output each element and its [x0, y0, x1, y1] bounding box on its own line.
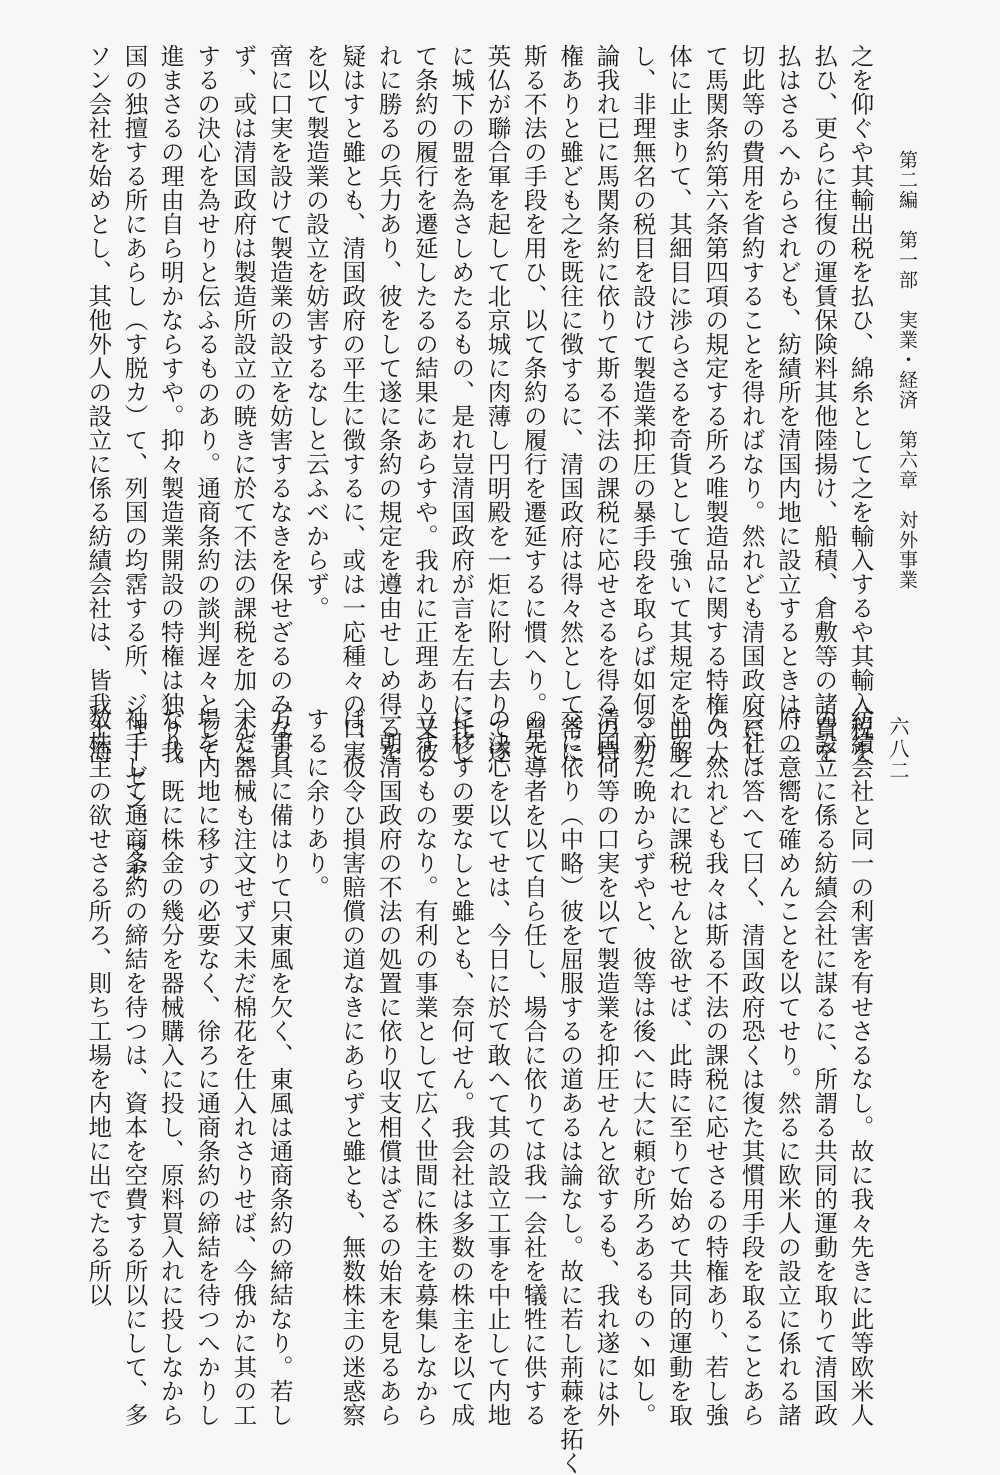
text-column: て条約の履行を遷延したるの結果にあらすや。我れに正理あり又彼 — [410, 44, 439, 764]
text-column: ん、然れども我々は斯る不法の課税に応せさるの特権あり、若し強 — [701, 707, 730, 1427]
text-column: 数株主の欲せさる所ろ、則ち工場を内地に出でたる所以 — [84, 707, 113, 1307]
text-column: 之を仰ぐや其輸出税を払ひ、綿糸として之を輸入するや其輸入税を — [846, 44, 875, 764]
text-column: 交に依り（中略）彼を屈服するの道あるは論なし。故に若し荊蕀を拓く — [556, 707, 585, 1475]
text-column: 府の意嚮を確めんことを以てせり。然るに欧米人の設立に係れる諸 — [773, 707, 802, 1427]
text-column: 論我れ已に馬関条約に依りて斯る不法の課税に応せさるを得るの特 — [592, 44, 621, 764]
text-column: 体に止まりて、其細目に渉らさるを奇貨として強いて其規定を曲解 — [665, 44, 693, 764]
text-column: 会社は答へて曰く、清国政府恐くは復た其慣用手段を取ることあら — [737, 707, 766, 1427]
text-column: の設立に係る紡績会社に謀るに、所謂る共同的運動を取りて清国政 — [810, 707, 839, 1427]
text-column: 進まさるの理由自ら明かならすや。抑々製造業開設の特権は独り我 — [156, 44, 185, 764]
text-column: を以て製造業の設立を妨害するなしと云ふべからず。 — [302, 44, 330, 620]
text-column: し、非理無名の税目を設けて製造業抑圧の暴手段を取らば如何。勿 — [628, 44, 657, 764]
text-column: 切此等の費用を省約することを得ればなり。然れども清国政府にし — [737, 44, 766, 764]
text-column: 立するものなり。有利の事業として広く世間に株主を募集しなから — [410, 707, 439, 1427]
text-column: 一朝清国政府の不法の処置に依り収支相償はざるの始末を見るあら — [374, 707, 403, 1427]
text-column: 清国何等の口実を以て製造業を抑圧せんと欲するも、我れ遂には外 — [592, 707, 621, 1427]
text-column: の決心を以てせは、今日に於て敢へて其の設立工事を中止して内地 — [483, 707, 512, 1427]
text-column: 場を内地に移すの必要なく、徐ろに通商条約の締結を待つへかりし — [193, 707, 222, 1427]
text-column: 万事具に備はりて只東風を欠く、東風は通商条約の締結なり。若し — [265, 707, 294, 1427]
text-column: 啻に口実を設けて製造業の設立を妨害するなきを保せざるのみなら — [265, 44, 294, 764]
running-head: 第二編 第一部 実業・経済 第六章 対外事業 — [896, 150, 918, 590]
text-column: 国の独擅する所にあらし（す脱カ）て、列国の均霑する所、ジャーゼン、マゼ — [120, 44, 149, 884]
text-column: て馬関条約第六条第四項の規定する所ろ唯製造品に関する特権の大 — [701, 44, 730, 764]
text-column: の先導者を以て自ら任し、場合に依りては我一会社を犠牲に供する — [519, 707, 548, 1427]
text-column: る亦た晩からずやと、彼等は後へに大に頼む所ろあるもの丶如し。 — [628, 707, 657, 1427]
text-column: 英仏が聯合軍を起して北京城に肉薄し円明殿を一炬に附し去りて遂 — [483, 44, 512, 764]
text-column: ず、或は清国政府は製造所設立の暁きに於て不法の課税を加へんと — [229, 44, 258, 764]
text-column: 権ありと雖ども之を既往に徴するに、清国政府は得々然として常に — [556, 44, 585, 764]
text-column: ば、仮令ひ損害賠償の道なきにあらずと雖とも、無数株主の迷惑察 — [338, 707, 367, 1427]
text-column: 未だ器械も注文せず又未だ棉花を仕入れさりせば、今俄かに其の工 — [229, 707, 258, 1427]
text-column: に城下の盟を為さしめたるもの、是れ豈清国政府が言を左右に托し — [447, 44, 476, 764]
text-column: 疑はすと雖とも、清国政府の平生に徴するに、或は一応種々の口実 — [338, 44, 367, 764]
text-column: れに勝るの兵力あり、彼をして遂に条約の規定を遵由せしめ得るを — [374, 44, 403, 764]
text-column: いて之れに課税せんと欲せば、此時に至りて始めて共同的運動を取 — [665, 707, 693, 1427]
text-column: 袖手して通商条約の締結を待つは、資本を空費する所以にして、多 — [120, 707, 149, 1427]
text-column: 斯る不法の手段を用ひ、以て条約の履行を遷延するに慣へり。曾て — [519, 44, 548, 764]
text-column: 紡績会社と同一の利害を有せさるなし。故に我々先きに此等欧米人 — [846, 707, 875, 1427]
text-column: ソン会社を始めとし、其他外人の設立に係る紡績会社は、皆我上海 — [84, 44, 113, 764]
text-column: 払はさるへからされども、紡績所を清国内地に設立するときは、一 — [773, 44, 802, 764]
page-number: 六八二 — [886, 716, 910, 782]
text-column: するの決心を為せりと伝ふるものあり。通商条約の談判遅々として — [193, 44, 222, 764]
text-column: なり。既に株金の幾分を器械購入に投し、原料買入れに投しなから — [156, 707, 185, 1427]
text-column: 払ひ、更らに往復の運賃保険料其他陸揚け、船積、倉敷等の諸費を — [810, 44, 839, 764]
text-column: に移すの要なしと雖とも、奈何せん。我会社は多数の株主を以て成 — [447, 707, 476, 1427]
text-column: するに余りあり。 — [302, 707, 330, 899]
